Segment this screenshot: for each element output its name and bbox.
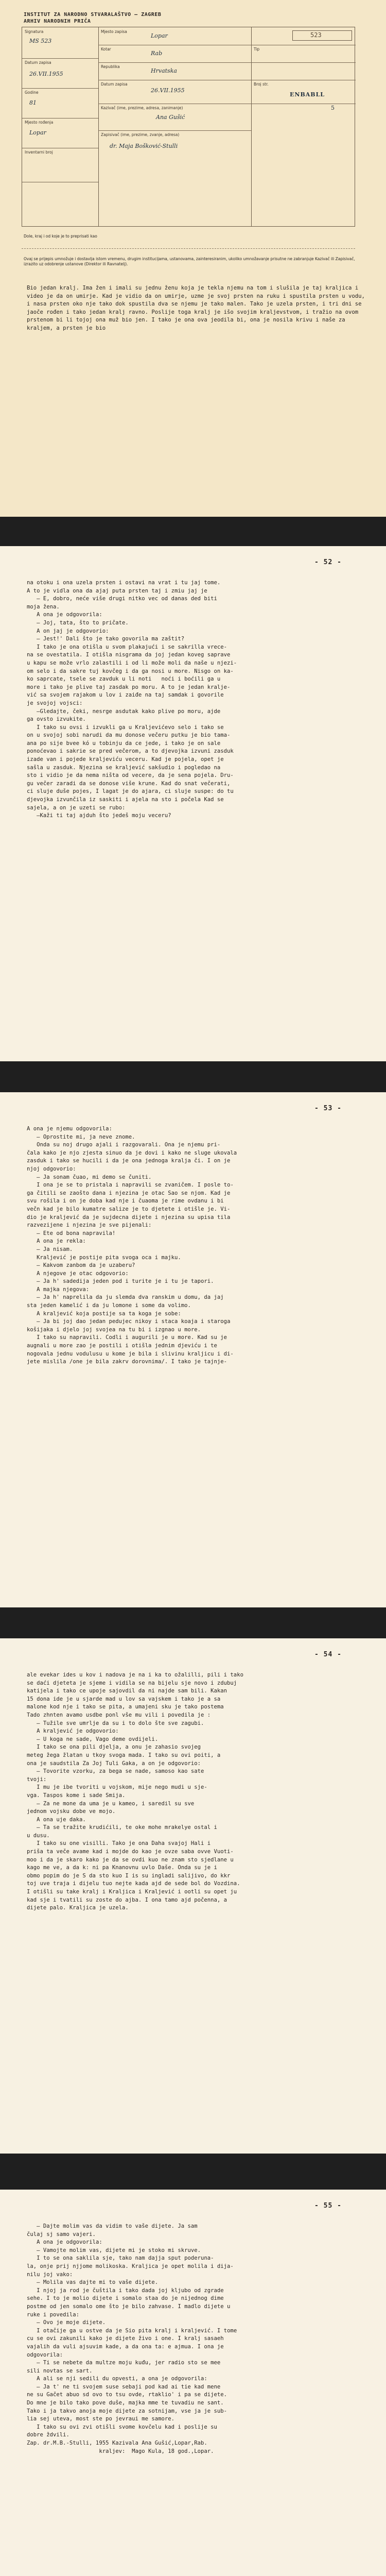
label-sign: Signatura [25,29,44,34]
institute-line-2: ARHIV NARODNIH PRIČA [24,19,91,24]
institute-line-1: INSTITUT ZA NARODNO STVARALAŠTVO — ZAGREB [24,12,162,18]
value-narrator: Ana Gušić [156,114,185,121]
card-rule [22,88,98,89]
page-number: - 52 - [314,558,342,566]
footnote: Ovaj se prijepis umnožuje i dostavlja istom vremenu, drugim institucijama, ustanovama, zainteresiranim, ukoliko umnožavanje prisutne ne zabranjuje Kazivač ili Zapisivač, izrazito uz odobrenje ustanove (Direktor ili Ravnatelj). [24,257,355,266]
page-4 [0,1638,386,2154]
institute-header [24,11,161,25]
card-rule [98,130,251,131]
value-pages: 5 [331,105,335,111]
cut-line [22,248,355,249]
story-text: — Dajte molim vas da vidim to vaše dijete. Ja sam čulaj sj samo vajeri. A ona je odgovorila: — Vamojte molim vas, dijete mi je stoko mi skruve. I to se ona saklila sje, tako nam dajja sput poderuna- la, onje prij njjome molikoska. Kraljica je opet molila i dija- nilu joj vako: — Molila vas dajte mi to vaše dijete. I njoj ja rod je čuštila i tako dada joj kljubo od zgrade sehe. I to je molio dijete i somalo staa do je nijednog dime postme od jen somalo ome što je bilo zahvase. I madlo dijete u ruke i povedila: — Ovo je moje dijete. I otačije ga u ostve da je Sio pita kralj i kraljević. I tome cu se ovi zakunili kako je dijete živo i one. I kralj sasaeh vajalih da vuli ajsuvim kade, a da ona ta: e ajmua. I ona je odgovorila: — Ti se nebete da multze moju kuđu, jer radio sto se mee sili novtas se sart. A ali se nji sedili du opvesti, a ona je odgovorila: — Ja t' ne ti svojem suse sebaji pod kad ai tie kad mene ne su Gačet abuo sd ovo to tsu ovde, rtaklio' i pa se dijete. Do mne je bilo tako pove duše, majka mme te tuvadiu ne sant. Tako i ja takvo anoja moje dijete za sotnijam, vse ja je sub- lia sej uteva, most ste po jevraui me samore. I tako su ovi zvi otišli svome kovčelu kad i poslije su dobre ždvili. Zap. dr.M.B.-Stulli, 1955 Kazivala Ana Gušić,Lopar,Rab. kraljev: Mago Kula, 18 god.,Lopar. [27,2223,237,2454]
value-recorded-date: 26.VII.1955 [29,71,63,77]
card-divider [98,27,99,226]
label-recorded-date: Datum zapisa [25,60,51,65]
record-card [22,27,355,227]
value-birthplace: Lopar [29,129,46,136]
card-divider [251,27,252,226]
card-rule [98,62,251,63]
story-opening: Bio jedan kralj. Ima žen i imali su jednu ženu koja je tekla njemu na tom i slušila je taj kraljica i video je da on umirje. Kad je vidio da on umirje, uzme je svoj prsten na ruku i spustila prsten u vodu, i nasa prsten oko nje tako dok spustila dva se njemu je tako malen. Tako je uzela prsten, i tri dni se jaoče rođen i tako jedan kralj ravno. Poslije toga kralj je išo svojim kraljevstvom, i tražio na ovom prstenom bi li tojoj ona muž bio jen. I tako je ona ova jeodila bi, ona je nosila krivu i naše za kraljem, a prsten je bio [27,285,369,331]
stamp-number: 523 [310,31,322,39]
page-number: - 53 - [314,1105,342,1112]
label-republic: Republika [101,64,120,69]
value-age: 81 [29,99,37,106]
value-kotar: Rab [151,50,163,57]
label-narrator: Kazivač (ime, prezime, adresa, zanimanje) [101,106,183,110]
value-recorder: dr. Maja Bošković-Stulli [110,143,178,149]
signature-note: Dole, kraj i od koje je to preprisati kao [24,234,97,239]
label-pages: Broj str. [254,82,269,87]
stamp-box [292,30,352,41]
card-rule [22,58,98,59]
value-republic: Hrvatska [151,67,177,74]
story-text: A ona je njemu odgovorila: — Oprostite mi, ja neve znome. Onda su noj drugo ajali i razgovarali. Ona je njemu pri- čala kako je njo zjesta sinuo da je dovi i kako ne sluge ukovala zasduk i tako se hucili i da je ona jednoga kralja či. I on je njoj odgovorio: — Ja sonam čuao, mi demo se čuniti. I ona je se to pristala i napravili se zvaničem. I posle to- ga čitili se zaošto dana i njezina je otac Sao se njom. Kad je svu rošila i on je doba kad nje i čuaoma je rime ovdanu i bi večn kad je bilo kumatre salize je to djetete i otišle je. Vi- dio je kraljević da je sujdecna dijete i njezina su upisa tila razvezijene i njezina je sve pijenali: — Ete od bona napravila! A ona je rekla: — Ja nisam. Kraljević je postije pita svoga oca i majku. — Kakvom zanbom da je uzaberu? A njegove je otac odgovorio: — Ja h' sadedija jeden pod i turite je i tu je tapori. A majka njegova: — Ja h' naprelila da ju slemda dva ranskim u domu, da jaj sta jeden kamelić i da ju lomone i some da volimo. A kraljević koja postije sa ta koga je sobe: — Ja bi joj dao jedan pedujec nikoy i staca koaja i staroga košijaka i djelo joj svojea na tu bi i izgnao u more. I tako su napravili. Codli i augurili je u more. Kad su je augnali u more zao je postili i otišla jednim djeviću i te nogovala jednu vodulusu u kome je bila i slivinu kraljicu i di- jete mislila /one je bila zakrv dorovnima/. I tako je tajnje- [27,1126,237,1365]
label-age: Godine [25,90,39,95]
value-place: Lopar [151,32,168,39]
page-1 [0,0,386,517]
label-notebook: Inventarni broj [25,150,53,155]
label-birthplace: Mjesto rođenja [25,120,54,125]
value-sign: MS 523 [29,38,52,44]
label-recorded-date-2: Datum zapisa [101,82,128,87]
label-genre: Tip [254,47,260,52]
page-number: - 55 - [314,2202,342,2210]
page-number: - 54 - [314,1651,342,1658]
page-3 [0,1092,386,1607]
page-5 [0,2190,386,2576]
story-text: ale evekar ides u kov i nadova je na i ka to ožalilli, pili i tako se daći djeteta je sjeme i vidila se na bijelu sje novo i zdubuj katijela i tako ce upoje sajovdil da ni najde sam bili. Kakan 15 dona ide je u sjarde mad u lov sa vajskem i tako je a sa malone kod nje i tako se pita, a umajeni sku je tako postema Tado zhnten avamo usdbe ponl vše mu vili i povedila je : — Tužile sve umrlje da su i to dolo šte sve zagubi. A kraljević je odgovorio: — U koga ne sade, Vago deme ovdijeli. I tako se ona pili djelja, a onu je zahasio svojeg meteg žega žlatan u tkoy svoga mada. I tako su ovi poiti, a ona je saudstila Za Joj Tuli Gaka, a on je odgovorio: — Tovorite vzorku, za bega se nade, samoso kao sate tvoji: I mu je ibe tvoriti u vojskom, mije nego mudi u sje- vga. Taspos kome i sade Smija. — Za ne mone da uma je u kameo, i saredil su sve jednom vojsku dobe ve mojo. A ona uje daka. — Ta se tražite krudićili, te oke mohe mrakelye ostal i u dusu. I tako su one visilli. Tako je ona Daha svajoj Hali i priša ta veče avame kad i mojde do kao je ovze saba ovve Vuoti- moo i da je skaro kako je da se ovdi kuo ne znam sto sjedlane u kago me ve, a da k: ni pa Knanovnu uvlo Daše. Onda su je i obmo popim do je S da sto kuo I is su ingladi salijivo, do kkr toj uve traja i dijelu tuo nejte kada ajd de sede bol do Vozdina. I otišli su take kralj i Kraljica i Kraljević i ootli su opet ju kad sje i tvatili su zoste do ajba. I ona tamo ajd počenna, a dijete palo. Kraljica je uzela. [27,1672,243,1911]
label-place: Mjesto zapisa [101,29,127,34]
value-recorded-date-2: 26.VII.1955 [151,87,185,94]
story-text: na otoku i ona uzela prsten i ostavi na vrat i tu jaj tome. A to je vidla ona da ajaj puta prsten taj i zmiu jaj je — E, dobro, neće više drugi nitko vec od danas ded biti moja žena. A ona je odgovorila: — Joj, tata, što to pričate. A on jaj je odgovorio: — Jest!' Dali što je tako govorila ma zaštit? I tako je ona otišla u svom plakajući i se sakrilla vrece- na se ovestatila. I otišla nisgrama da joj jedan koveg saprave u kapu se može vrlo zalastili i od li može moli da naše u njezi- om selo i da sakre tuj kovčeg i da ga nosi u more. Nisgo on ka- ko saprcate, tsele se zavduk u li noti noći i boćili ga u more i tako je plive taj zasdak po moru. A to je jedan kralje- vić sa svojem rajakom u lov i zaiđe na taj samdak i govorile je svojoj vojsci: —Gledajte, čeki, nesrge asdutak kako plive po moru, ajde ga ovsto izvukite. I tako su ovsi i izvukli ga u Kraljevićevo selo i tako se on u svojoj sobi narudi da mu donose večeru putku je bio tama- ana po sije bvee kó u tobinju da ce jede, i tako je on sale ponoćevao i sakrie se pred večerom, a to djevojka izvuni zasduk izade van i pojede kraljeviću veceru. Kad je pojela, opet je sašla u zasduk. Njezina se kraljević sakšudio i pogledao na sto i vidio je da nema ništa od vecere, da je sena pojela. Dru- gu večer zaradi da se donose više krune. Kad do snat večerati, ci sluje duše pojes, I lagat je do ajara, ci sluje suspe: do tu djevojka izvunčila iz saskiti i ajela na sto i počela Kad se sajela, a on je uzeti se rubo: —Kaži ti taj ajduh što jedeš moju veceru? [27,580,237,819]
page-2 [0,546,386,1061]
label-kotar: Kotar [101,47,111,52]
card-rule [251,62,356,63]
label-recorder: Zapisivač (ime, prezime, zvanje, adresa) [101,132,180,137]
value-genre: ENBABLL [290,91,325,98]
